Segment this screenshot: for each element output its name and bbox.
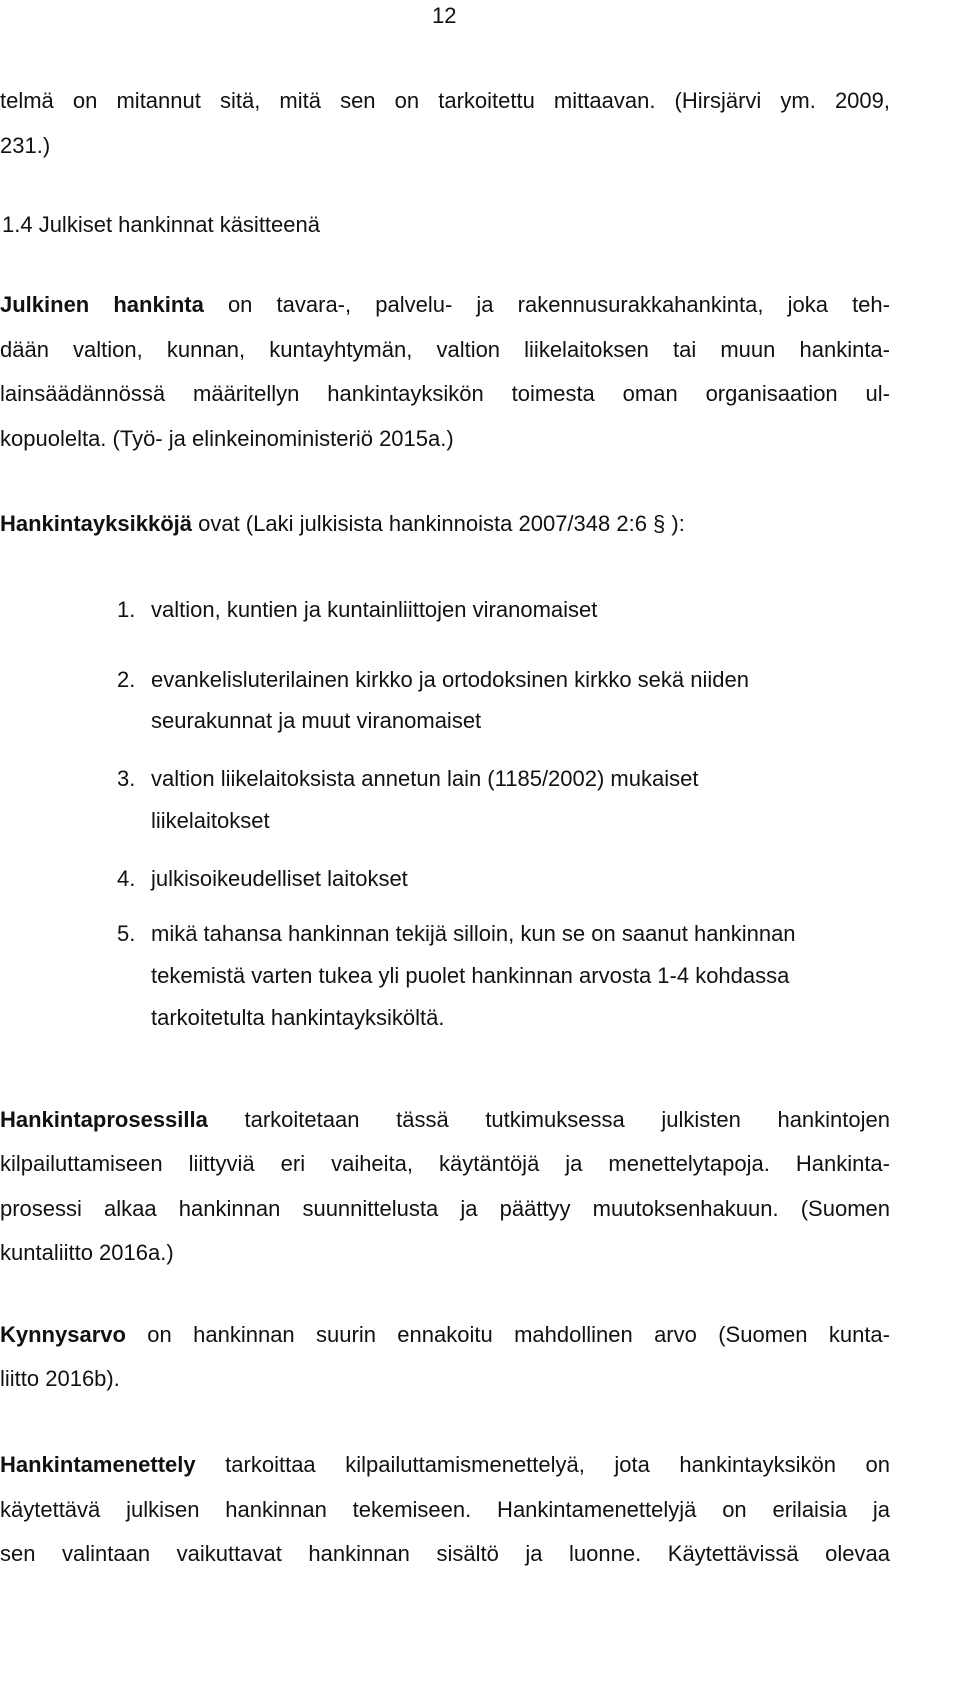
para-julkinen-line-1: Julkinen hankinta on tavara-, palvelu- ja rakennusurakkahankinta, joka teh- <box>0 292 890 317</box>
para-kynnys-line-1: Kynnysarvo on hankinnan suurin ennakoitu mahdollinen arvo (Suomen kunta- <box>0 1322 890 1347</box>
para-menettely-line-1: Hankintamenettely tarkoittaa kilpailuttamismenettelyä, jota hankintayksikön on <box>0 1452 890 1477</box>
para-prosessi-line-4: kuntaliitto 2016a.) <box>0 1240 174 1265</box>
term-kynnysarvo: Kynnysarvo <box>0 1322 126 1347</box>
para-julkinen-line-4: kopuolelta. (Työ- ja elinkeinoministeriö 2015a.) <box>0 426 454 451</box>
para-prosessi-line-3: prosessi alkaa hankinnan suunnittelusta ja päättyy muutoksenhakuun. (Suomen <box>0 1196 890 1221</box>
intro-line-2: 231.) <box>0 133 51 158</box>
term-hankintayksikkoja: Hankintayksikköjä <box>0 511 192 536</box>
para-julkinen-line-2: dään valtion, kunnan, kuntayhtymän, valtion liikelaitoksen tai muun hankinta- <box>0 337 890 362</box>
para-kynnys-line-2: liitto 2016b). <box>0 1366 120 1391</box>
para-menettely-line-2: käytettävä julkisen hankinnan tekemiseen. Hankintamenettelyjä on erilaisia ja <box>0 1497 890 1522</box>
para-julkinen-line-3: lainsäädännössä määritellyn hankintayksikön toimesta oman organisaation ul- <box>0 381 890 406</box>
term-julkinen-hankinta: Julkinen hankinta <box>0 292 204 317</box>
para-prosessi-line-1: Hankintaprosessilla tarkoitetaan tässä tutkimuksessa julkisten hankintojen <box>0 1107 890 1132</box>
term-hankintamenettely: Hankintamenettely <box>0 1452 196 1477</box>
term-hankintaprosessilla: Hankintaprosessilla <box>0 1107 208 1132</box>
para-prosessi-line-2: kilpailuttamiseen liittyviä eri vaiheita, käytäntöjä ja menettelytapoja. Hankinta- <box>0 1151 890 1176</box>
intro-line-1: telmä on mitannut sitä, mitä sen on tarkoitettu mittaavan. (Hirsjärvi ym. 2009, <box>0 88 890 113</box>
page-number: 12 <box>432 3 457 28</box>
para-menettely-line-3: sen valintaan vaikuttavat hankinnan sisältö ja luonne. Käytettävissä olevaa <box>0 1541 890 1566</box>
section-heading: 1.4 Julkiset hankinnat käsitteenä <box>2 212 320 237</box>
para-yksikot: Hankintayksikköjä ovat (Laki julkisista hankinnoista 2007/348 2:6 § ): <box>0 511 685 536</box>
